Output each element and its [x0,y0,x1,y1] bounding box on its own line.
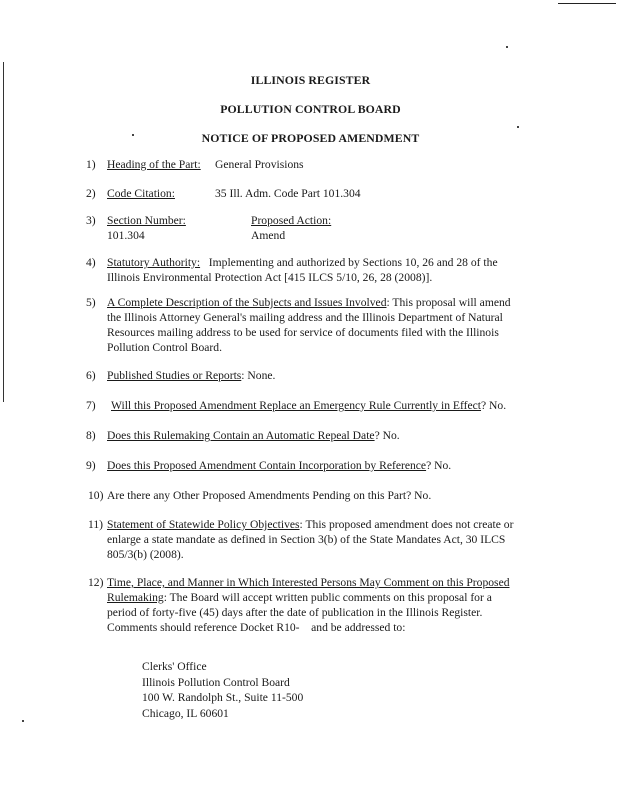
item-label: Rulemaking [107,591,164,604]
register-title: ILLINOIS REGISTER [250,73,371,87]
item-number: 10) [88,489,104,502]
item-label: Statement of Statewide Policy Objectives [107,518,300,531]
item-value: ? No. [426,459,452,472]
item-value: General Provisions [215,158,304,171]
item-number: 7) [86,399,96,412]
item-text: Illinois Environmental Protection Act [415 ILCS 5/10, 26, 28 (2008)]. [107,271,433,284]
item-text: : This proposal will amend [386,296,511,309]
scan-speck [506,46,508,48]
board-title: POLLUTION CONTROL BOARD [220,102,401,116]
section-number-label: Section Number: [107,214,186,227]
item-label: Statutory Authority: [107,256,201,269]
item-text: Resources mailing address to be used for service of documents filed with the Illinois [107,326,499,339]
item-text: 805/3(b) (2008). [107,548,184,561]
item-number: 4) [86,256,96,269]
item-value: 35 Ill. Adm. Code Part 101.304 [215,187,361,200]
section-number-value: 101.304 [107,229,145,242]
item-text: enlarge a state mandate as defined in Section 3(b) of the State Mandates Act, 30 ILCS [107,533,506,546]
item-label: Does this Rulemaking Contain an Automatic Repeal Date [107,429,375,442]
item-number: 8) [86,429,96,442]
item-label: A Complete Description of the Subjects and Issues Involved [107,296,387,309]
item-number: 1) [86,158,96,171]
item-value: : None. [241,369,276,382]
item-text: period of forty-five (45) days after the date of publication in the Illinois Register. [107,606,483,619]
address-line: 100 W. Randolph St., Suite 11-500 [142,691,304,704]
scan-edge-top [558,3,616,4]
address-line: Illinois Pollution Control Board [142,675,290,689]
item-text: : The Board will accept written public comments on this proposal for a [163,591,492,604]
item-label: Time, Place, and Manner in Which Interested Persons May Comment on this Proposed [107,576,510,589]
item-number: 9) [86,459,96,472]
item-value: ? No. [374,429,400,442]
notice-title: NOTICE OF PROPOSED AMENDMENT [201,131,420,145]
item-number: 5) [86,296,96,309]
item-number: 6) [86,369,96,382]
mailing-address [142,659,442,721]
scan-speck [22,720,24,722]
item-value: ? No. [481,399,507,412]
item-text: Comments should reference Docket R10- and be addressed to: [107,621,406,634]
item-number: 11) [88,518,104,531]
item-label: Published Studies or Reports [107,369,242,382]
item-number: 3) [86,214,96,227]
item-label: Does this Proposed Amendment Contain Incorporation by Reference [107,459,427,472]
item-label: Code Citation: [107,187,175,200]
item-text: Pollution Control Board. [107,341,222,354]
item-text: Implementing and authorized by Sections 10, 26 and 28 of the [208,256,498,269]
scan-speck [517,126,519,128]
item-text: : This proposed amendment does not create or [299,518,514,531]
address-line: Chicago, IL 60601 [142,706,229,720]
proposed-action-value: Amend [251,229,286,242]
item-label: Heading of the Part: [107,158,201,171]
item-text: the Illinois Attorney General's mailing address and the Illinois Department of Natural [107,311,503,324]
proposed-action-label: Proposed Action: [251,214,332,227]
item-label: Will this Proposed Amendment Replace an Emergency Rule Currently in Effect [111,399,482,412]
item-number: 2) [86,187,96,200]
address-line: Clerks' Office [142,660,207,673]
item-number: 12) [88,576,104,589]
item-text: Are there any Other Proposed Amendments Pending on this Part? No. [107,489,432,502]
